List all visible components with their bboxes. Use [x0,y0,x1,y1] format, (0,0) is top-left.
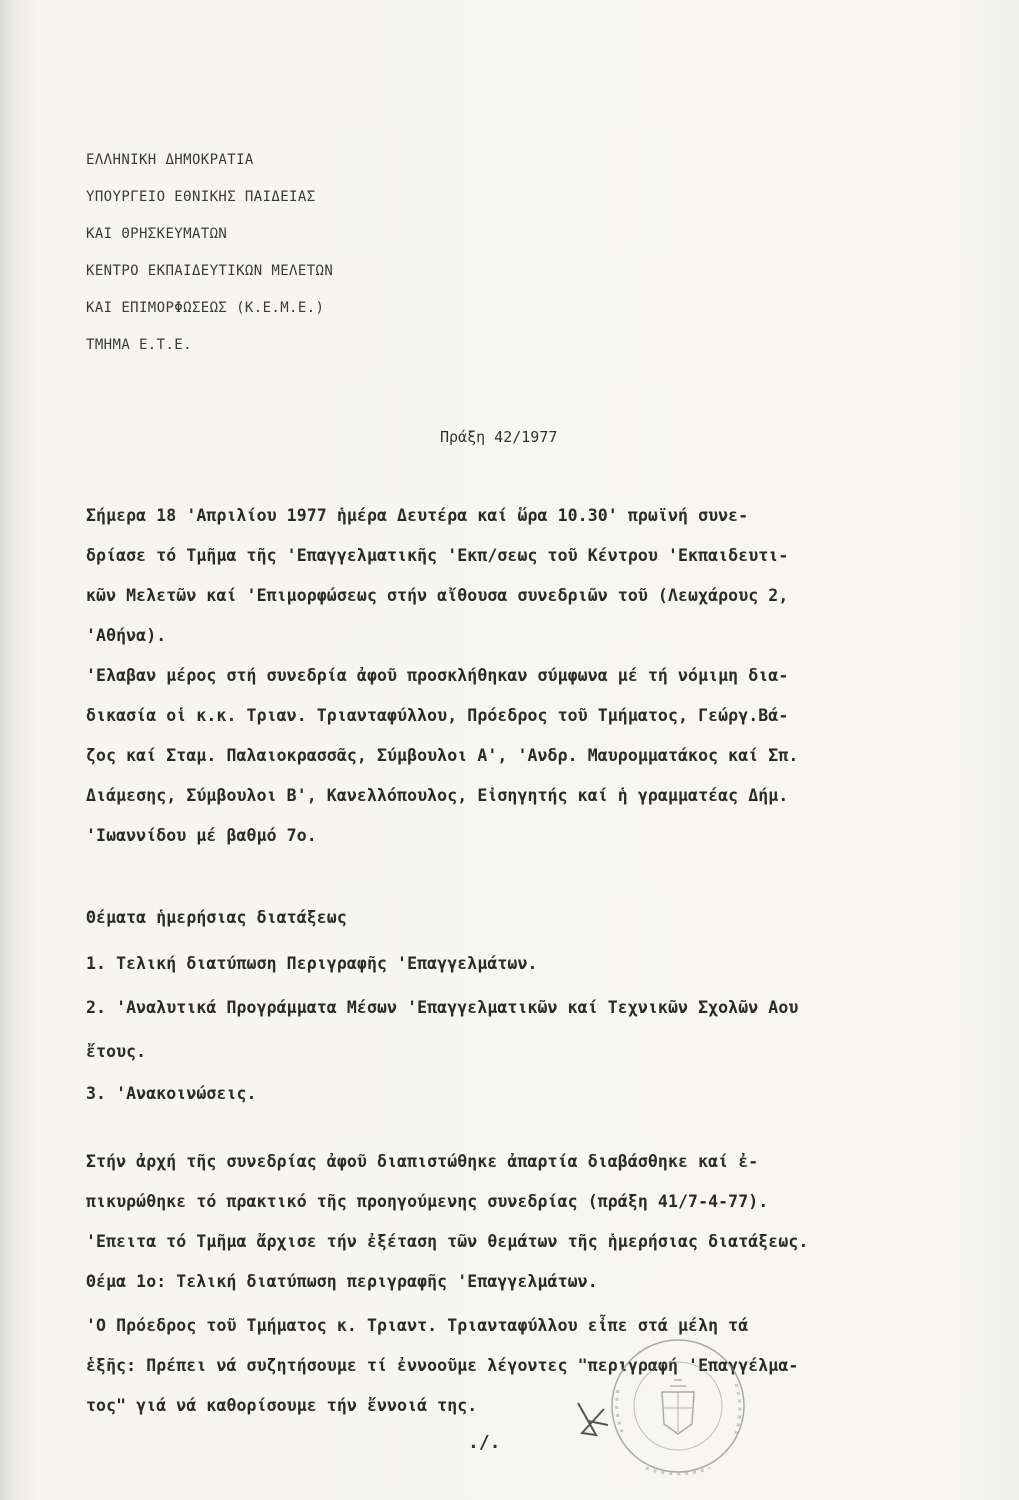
letterhead-line: ΥΠΟΥΡΓΕΙΟ ΕΘΝΙΚΗΣ ΠΑΙΔΕΙΑΣ [86,189,316,205]
official-seal [596,1320,756,1490]
body-line: κῶν Μελετῶν καί 'Επιμορφώσεως στήν αἴθουσα συνεδριῶν τοῦ (Λεωχάρους 2, [86,586,789,605]
body-line: πικυρώθηκε τό πρακτικό τῆς προηγούμενης συνεδρίας (πράξη 41/7-4-77). [86,1192,769,1211]
agenda-heading: Θέματα ἡμερήσιας διατάξεως [86,908,347,927]
agenda-item: 2. 'Αναλυτικά Προγράμματα Μέσων 'Επαγγελματικῶν καί Τεχνικῶν Σχολῶν Αου [86,998,799,1017]
letterhead-line: ΚΑΙ ΘΡΗΣΚΕΥΜΑΤΩΝ [86,226,228,242]
act-title: Πράξη 42/1977 [440,428,558,446]
body-line: Σήμερα 18 'Απριλίου 1977 ἡμέρα Δευτέρα καί ὥρα 10.30' πρωϊνή συνε- [86,506,749,525]
letterhead [86,150,333,372]
body-line: 'Ο Πρόεδρος τοῦ Τμήματος κ. Τριαντ. Τριανταφύλλου εἶπε στά μέλη τά [86,1316,749,1335]
body-line: 'Ιωαννίδου μέ βαθμό 7ο. [86,826,317,845]
body-line: ζος καί Σταμ. Παλαιοκρασσᾶς, Σύμβουλοι Α', 'Ανδρ. Μαυρομματάκος καί Σπ. [86,746,799,765]
body-line: τος" γιά νά καθορίσουμε τήν ἔννοιά της. [86,1396,478,1415]
body-line: 'Αθήνα). [86,626,167,645]
agenda-item: 1. Τελική διατύπωση Περιγραφῆς 'Επαγγελμάτων. [86,954,538,973]
body-line: 'Επειτα τό Τμῆμα ἄρχισε τήν ἐξέταση τῶν θεμάτων τῆς ἡμερήσιας διατάξεως. [86,1232,809,1251]
letterhead-line: ΚΑΙ ΕΠΙΜΟΡΦΩΣΕΩΣ (Κ.Ε.Μ.Ε.) [86,300,325,316]
body-line: Στήν ἀρχή τῆς συνεδρίας ἀφοῦ διαπιστώθηκε ἀπαρτία διαβάσθηκε καί ἐ- [86,1152,759,1171]
agenda-item-continued: ἔτους. [86,1042,147,1061]
body-line: 'Ελαβαν μέρος στή συνεδρία ἀφοῦ προσκλήθηκαν σύμφωνα μέ τή νόμιμη δια- [86,666,789,685]
agenda-item: 3. 'Ανακοινώσεις. [86,1084,257,1103]
body-line: ἑξῆς: Πρέπει νά συζητήσουμε τί ἐννοοῦμε λέγοντες "περιγραφή 'Επαγγέλμα- [86,1356,799,1375]
letterhead-line: ΤΜΗΜΑ Ε.Τ.Ε. [86,337,192,353]
body-line: δικασία οἱ κ.κ. Τριαν. Τριανταφύλλου, Πρόεδρος τοῦ Τμήματος, Γεώργ.Βά- [86,706,789,725]
letterhead-line: ΚΕΝΤΡΟ ΕΚΠΑΙΔΕΥΤΙΚΩΝ ΜΕΛΕΤΩΝ [86,263,334,279]
body-line: Διάμεσης, Σύμβουλοι Β', Κανελλόπουλος, Εἰσηγητής καί ἡ γραμματέας Δήμ. [86,786,789,805]
letterhead-line: ΕΛΛΗΝΙΚΗ ΔΗΜΟΚΡΑΤΙΑ [86,152,254,168]
topic-heading: Θέμα 1ο: Τελική διατύπωση περιγραφῆς 'Επαγγελμάτων. [86,1272,598,1291]
page-continuation-mark: ./. [468,1432,501,1453]
body-line: δρίασε τό Τμῆμα τῆς 'Επαγγελματικῆς 'Εκπ/σεως τοῦ Κέντρου 'Εκπαιδευτι- [86,546,789,565]
